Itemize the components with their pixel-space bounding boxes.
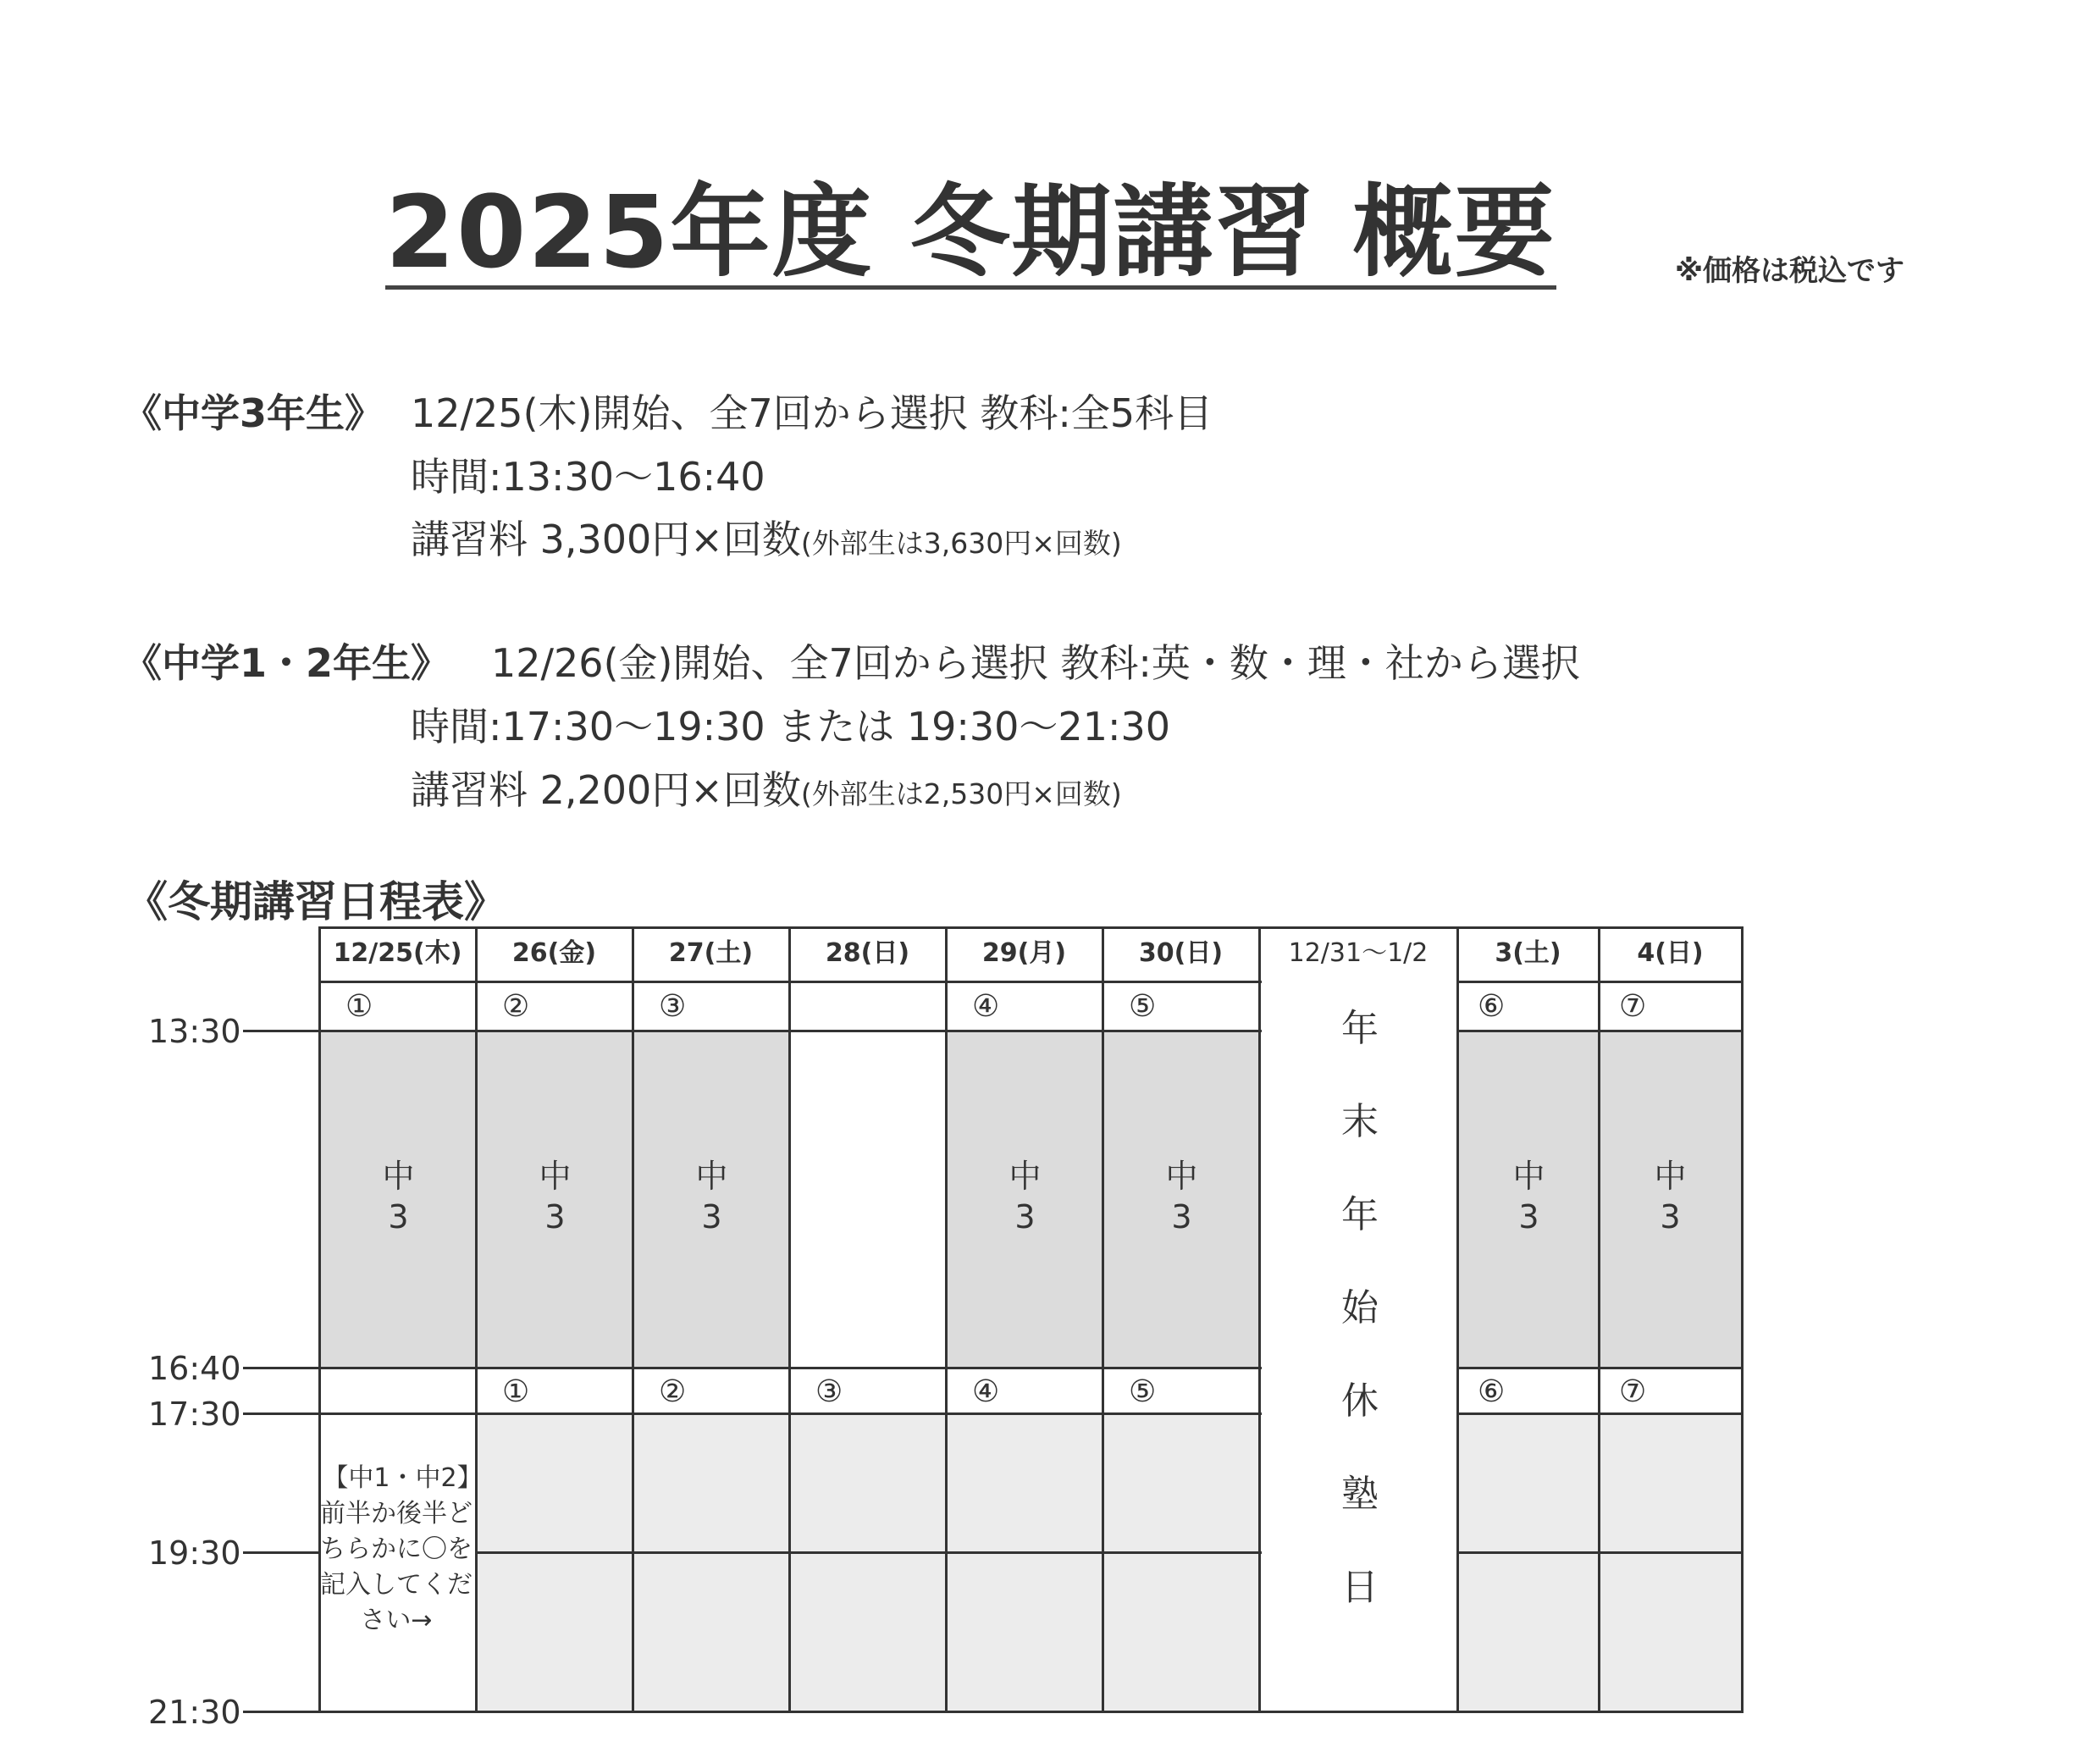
time-tick bbox=[243, 1412, 319, 1415]
jh3-cell-label: 中 3 bbox=[1165, 1158, 1198, 1236]
col-line bbox=[1258, 926, 1261, 1713]
jh3-cell-label: 中 3 bbox=[695, 1158, 728, 1236]
row-divider-1730 bbox=[1458, 1412, 1744, 1415]
col-line bbox=[1598, 926, 1600, 1713]
tax-note: ※価格は税込です bbox=[1675, 254, 1905, 288]
session-number: ② bbox=[659, 1374, 687, 1409]
col-line bbox=[1102, 926, 1104, 1713]
time-tick bbox=[243, 1367, 319, 1369]
jh12-fee-main: 講習料 2,200円×回数 bbox=[411, 767, 801, 813]
session-number: ④ bbox=[972, 989, 1000, 1024]
page-title: 2025年度 冬期講習 概要 bbox=[385, 174, 1556, 290]
holiday-char: 日 bbox=[1341, 1566, 1379, 1609]
col-line bbox=[788, 926, 791, 1713]
col-line bbox=[1741, 926, 1744, 1713]
row-divider-1930 bbox=[475, 1551, 1262, 1554]
session-number: ③ bbox=[659, 989, 687, 1024]
row-divider-1930 bbox=[1458, 1551, 1744, 1554]
jh3-cell-label: 中 3 bbox=[382, 1158, 415, 1236]
session-number: ⑥ bbox=[1478, 1374, 1506, 1409]
holiday-char: 塾 bbox=[1341, 1473, 1379, 1516]
session-number: ③ bbox=[815, 1374, 843, 1409]
jh12-line1: 12/26(金)開始、全7回から選択 教科:英・数・理・社から選択 bbox=[491, 640, 1580, 686]
time-tick bbox=[243, 1030, 319, 1032]
col-line bbox=[945, 926, 948, 1713]
time-label: 17:30 bbox=[148, 1396, 241, 1433]
jh3-fee-note: (外部生は3,630円×回数) bbox=[800, 527, 1122, 560]
holiday-char: 休 bbox=[1341, 1379, 1379, 1423]
jh12-label: 《中学1・2年生》 bbox=[123, 640, 450, 686]
time-tick bbox=[243, 1551, 319, 1554]
jh3-cell-label: 中 3 bbox=[539, 1158, 572, 1236]
jh12-slots bbox=[477, 1415, 1260, 1712]
header-date: 29(月) bbox=[981, 938, 1067, 968]
jh3-cell-label: 中 3 bbox=[1512, 1158, 1545, 1236]
header-date: 12/31〜1/2 bbox=[1288, 938, 1429, 968]
jh12-fee bbox=[411, 760, 1122, 815]
jh3-label: 《中学3年生》 bbox=[123, 390, 384, 436]
header-date: 12/25(木) bbox=[333, 938, 462, 968]
jh3-line1: 12/25(木)開始、全7回から選択 教科:全5科目 bbox=[411, 390, 1213, 436]
table-top-border bbox=[318, 926, 1744, 929]
col-line bbox=[632, 926, 634, 1713]
header-date: 26(金) bbox=[511, 938, 597, 968]
holiday-char: 年 bbox=[1341, 1193, 1379, 1236]
time-label: 13:30 bbox=[148, 1013, 241, 1050]
table-bottom-border bbox=[318, 1711, 1744, 1713]
schedule-title: 《冬期講習日程表》 bbox=[125, 877, 506, 926]
jh3-cell-label: 中 3 bbox=[1654, 1158, 1687, 1236]
session-number: ⑥ bbox=[1478, 989, 1506, 1024]
time-label: 16:40 bbox=[148, 1350, 241, 1387]
jh3-fee bbox=[411, 509, 1122, 565]
row-divider-1640 bbox=[1458, 1367, 1744, 1369]
holiday-char: 末 bbox=[1341, 1100, 1379, 1143]
session-number: ④ bbox=[972, 1374, 1000, 1409]
header-date: 28(日) bbox=[825, 938, 910, 968]
jh12-time: 時間:17:30〜19:30 または 19:30〜21:30 bbox=[411, 704, 1170, 749]
time-tick bbox=[243, 1711, 319, 1713]
col-line bbox=[475, 926, 478, 1713]
session-number: ⑤ bbox=[1129, 1374, 1157, 1409]
row-divider-1330 bbox=[1458, 1030, 1744, 1032]
session-number: ⑦ bbox=[1619, 1374, 1647, 1409]
session-number: ⑦ bbox=[1619, 989, 1647, 1024]
session-number: ① bbox=[345, 989, 373, 1024]
time-label: 21:30 bbox=[148, 1694, 241, 1731]
header-date: 4(日) bbox=[1637, 938, 1704, 968]
header-divider bbox=[1458, 981, 1744, 983]
header-date: 3(土) bbox=[1495, 938, 1561, 968]
jh3-cell-label: 中 3 bbox=[1009, 1158, 1042, 1236]
jh12-instruction-note: 【中1・中2】前半か後半どちらかに〇を記入してください→ bbox=[320, 1463, 472, 1635]
jh3-fee-main: 講習料 3,300円×回数 bbox=[411, 517, 801, 562]
time-label: 19:30 bbox=[148, 1534, 241, 1572]
session-number: ② bbox=[502, 989, 530, 1024]
session-number: ① bbox=[502, 1374, 530, 1409]
header-date: 30(日) bbox=[1138, 938, 1224, 968]
jh3-time: 時間:13:30〜16:40 bbox=[411, 454, 765, 500]
holiday-char: 始 bbox=[1341, 1286, 1379, 1330]
holiday-char: 年 bbox=[1341, 1007, 1379, 1050]
session-number: ⑤ bbox=[1129, 989, 1157, 1024]
jh12-fee-note: (外部生は2,530円×回数) bbox=[800, 777, 1122, 810]
holiday-label bbox=[1262, 982, 1458, 1634]
header-date: 27(土) bbox=[668, 938, 754, 968]
